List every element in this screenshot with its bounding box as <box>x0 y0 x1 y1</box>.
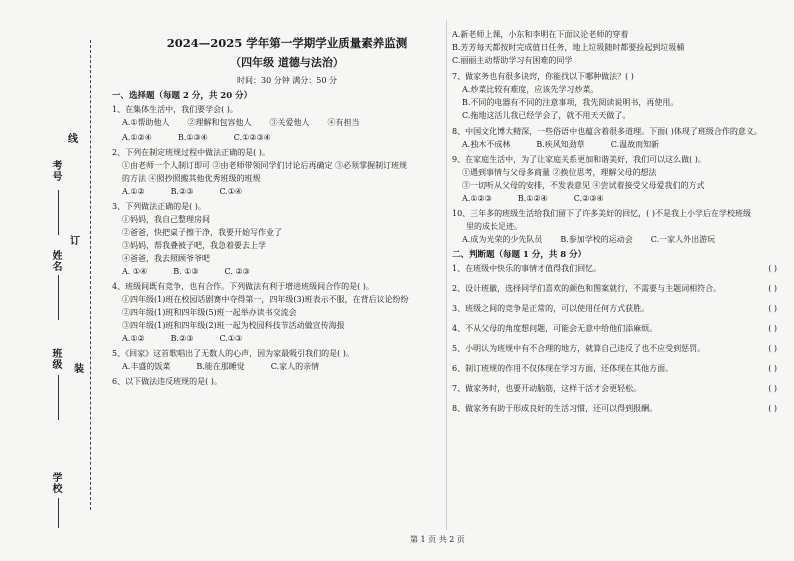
choice: B. ①③ <box>173 266 199 276</box>
judge-row <box>452 364 787 374</box>
answer-paren: ( ) <box>768 263 777 273</box>
field-exam-number: 考号 <box>50 160 61 182</box>
field-line <box>58 375 59 420</box>
q1-item: ②理解和包容他人 <box>187 117 252 127</box>
question-6: 6、以下做法违反班规的是( )。 <box>112 376 222 386</box>
q2-item: 的方法 ④照抄照搬其他优秀班级的班规 <box>122 173 261 183</box>
judge-row <box>452 384 787 394</box>
question-7: 7、做家务也有很多诀窍，你能找以下哪种做法？( ) <box>452 72 634 81</box>
question-2: 2、下列在制定班规过程中做法正确的是( )。 <box>112 147 270 157</box>
judge-statement: 5、小明认为班规中有不合理的地方，就算自己违反了也不应受到惩罚。 <box>452 343 706 353</box>
choice: B.参加学校的运动会 <box>560 235 633 244</box>
exam-subtitle: （四年级 道德与法治） <box>230 56 344 70</box>
q7-option: C.拖地这活儿我已经学会了，就不用天天做了。 <box>462 111 631 120</box>
answer-paren: ( ) <box>768 383 777 393</box>
field-line <box>58 275 59 320</box>
choice: A.丰盛的饭菜 <box>122 361 171 371</box>
q9-item: ③一切听从父母的安排，不发表意见 ④尝试着接受父母爱我们的方式 <box>462 181 705 190</box>
choice: C.家人的亲情 <box>270 361 320 371</box>
seal-char-bind: 订 <box>70 236 80 247</box>
judge-row <box>452 324 787 334</box>
question-8: 8、中国文化博大精深，一些俗语中也蕴含着很多道理。下面( )体现了班级合作的意义。 <box>452 127 762 136</box>
q6-option: B.芳芳每天都按时完成值日任务，地上垃圾随时都要捡起到垃圾桶 <box>452 43 685 52</box>
choice: B.②③ <box>170 333 194 343</box>
field-school: 学校 <box>50 472 61 494</box>
judge-statement: 7、做家务时，也要开动脑筋，这样干活才会更轻松。 <box>452 383 642 393</box>
question-5-choices <box>122 362 442 372</box>
q1-item: A.①帮助他人 <box>122 117 170 127</box>
judge-statement: 2、设计班徽，选择同学们喜欢的颜色和图案就行，不需要与主题词相符合。 <box>452 283 722 293</box>
choice: A.独木不成林 <box>462 140 511 149</box>
question-10: 10、三年多的班级生活给我们留下了许多美好的回忆，( )不是我上小学后在学校班级 <box>452 209 751 218</box>
answer-paren: ( ) <box>768 323 777 333</box>
question-9: 9、在家庭生活中，为了让家庭关系更加和谐美好，我们可以这么做( )。 <box>452 155 706 164</box>
question-1: 1、在集体生活中，我们要学会( )。 <box>112 104 238 114</box>
q1-item: ④有担当 <box>327 117 360 127</box>
answer-paren: ( ) <box>768 343 777 353</box>
question-4: 4、班级间既有竞争，也有合作。下列做法有利于增进班级间合作的是( )。 <box>112 281 374 291</box>
answer-paren: ( ) <box>768 363 777 373</box>
judge-statement: 8、做家务有助于形成良好的生活习惯，还可以得到报酬。 <box>452 403 658 413</box>
q6-option: A.新老师上课，小东和李明在下面议论老师的穿着 <box>452 30 629 39</box>
page-footer: 第 1 页 共 2 页 <box>410 535 465 544</box>
q7-option: A.炒菜比较有难度，应该先学习炒菜。 <box>462 85 599 94</box>
question-3-choices <box>122 267 442 277</box>
question-4-choices <box>122 334 442 344</box>
choice: A.成为光荣的少先队员 <box>462 235 543 244</box>
q3-item: ④爸爸，我去照顾爷爷吧 <box>122 253 210 263</box>
question-9-choices <box>462 194 787 204</box>
judge-row <box>452 404 787 414</box>
judge-row <box>452 304 787 314</box>
choice: A.①②③ <box>462 194 492 203</box>
choice: A.①② <box>122 333 145 343</box>
judge-row <box>452 344 787 354</box>
choice: C.②③④ <box>573 194 604 203</box>
answer-paren: ( ) <box>768 283 777 293</box>
section-choice-heading: 一、选择题（每题 2 分，共 20 分） <box>112 91 253 102</box>
q3-item: ①妈妈，我自己整理房间 <box>122 214 210 224</box>
question-10-continued: 里的成长足迹。 <box>466 222 522 231</box>
judge-row <box>452 264 787 274</box>
choice: B.①②④ <box>517 194 548 203</box>
q4-item: ①四年级(1)班在校园话剧赛中夺得第一，四年级(3)班表示不服，在背后议论纷纷 <box>122 294 409 304</box>
choice: A.①②④ <box>122 132 152 142</box>
choice: C.一家人外出游玩 <box>650 235 716 244</box>
right-column <box>452 30 787 424</box>
choice: C.①②③④ <box>233 132 271 142</box>
choice: C.①④ <box>219 186 243 196</box>
answer-paren: ( ) <box>768 403 777 413</box>
choice: C.温故而知新 <box>610 140 660 149</box>
choice: B.能在那睡觉 <box>196 361 245 371</box>
column-divider <box>446 20 447 530</box>
section-judge-heading: 二、判断题（每题 1 分，共 8 分） <box>452 250 587 260</box>
exam-title: 2024—2025 学年第一学期学业质量素养监测 <box>166 36 408 50</box>
q9-item: ①遇到事情与父母多商量 ②换位思考，理解父母的想法 <box>462 168 657 177</box>
field-line <box>58 498 59 528</box>
choice: A.①② <box>122 186 145 196</box>
q4-item: ②四年级(1)班和四年级(5)班一起举办读书交流会 <box>122 307 297 317</box>
choice: C.①③ <box>219 333 243 343</box>
question-5: 5、《回家》这首歌唱出了无数人的心声，因为家最吸引我们的是( )。 <box>112 348 354 358</box>
q7-option: B.不同的电器有不同的注意事项，我先阅读说明书，再使用。 <box>462 98 679 107</box>
field-line <box>58 190 59 235</box>
exam-meta: 时间：30 分钟 满分：50 分 <box>237 76 337 86</box>
field-name: 姓名 <box>50 250 61 272</box>
question-3: 3、下列做法正确的是( )。 <box>112 201 206 211</box>
choice: B.②③ <box>170 186 194 196</box>
judge-statement: 3、班级之间的竞争是正常的，可以使用任何方式获胜。 <box>452 303 650 313</box>
cut-line <box>90 40 91 510</box>
q3-item: ②爸爸，快把桌子擦干净，我要开始写作业了 <box>122 227 282 237</box>
question-1-choices <box>122 133 442 143</box>
seal-char-mount: 装 <box>74 364 84 375</box>
choice: C. ②③ <box>224 266 250 276</box>
choice: A. ①④ <box>122 266 148 276</box>
q4-item: ③四年级(1)班和四年级(2)班一起为校园科技节活动做宣传海报 <box>122 320 345 330</box>
judge-statement: 4、不从父母的角度想问题，可能会无意中给他们添麻烦。 <box>452 323 658 333</box>
judge-statement: 1、在班级中快乐的事情才值得我们回忆。 <box>452 263 602 273</box>
question-1-items <box>122 118 442 128</box>
binding-margin <box>0 0 100 561</box>
q2-item: ①由老师一个人制订即可 ②由老师带领同学们讨论后再确定 ③必须掌握制订班规 <box>122 160 408 170</box>
question-10-choices <box>462 235 787 245</box>
q3-item: ③妈妈，帮我叠被子吧，我急着要去上学 <box>122 240 266 250</box>
answer-paren: ( ) <box>768 303 777 313</box>
question-2-choices <box>122 187 442 197</box>
choice: B.疾风知劲草 <box>536 140 585 149</box>
judge-row <box>452 284 787 294</box>
choice: B.①③④ <box>177 132 208 142</box>
q1-item: ③关爱他人 <box>269 117 310 127</box>
seal-char-line: 线 <box>68 134 78 145</box>
judge-statement: 6、制订班规的作用不仅体现在学习方面，还体现在其他方面。 <box>452 363 674 373</box>
q6-option: C.丽丽主动帮助学习有困难的同学 <box>452 56 573 65</box>
field-class: 班级 <box>50 348 61 370</box>
question-8-choices <box>462 140 787 150</box>
left-column <box>112 30 442 390</box>
